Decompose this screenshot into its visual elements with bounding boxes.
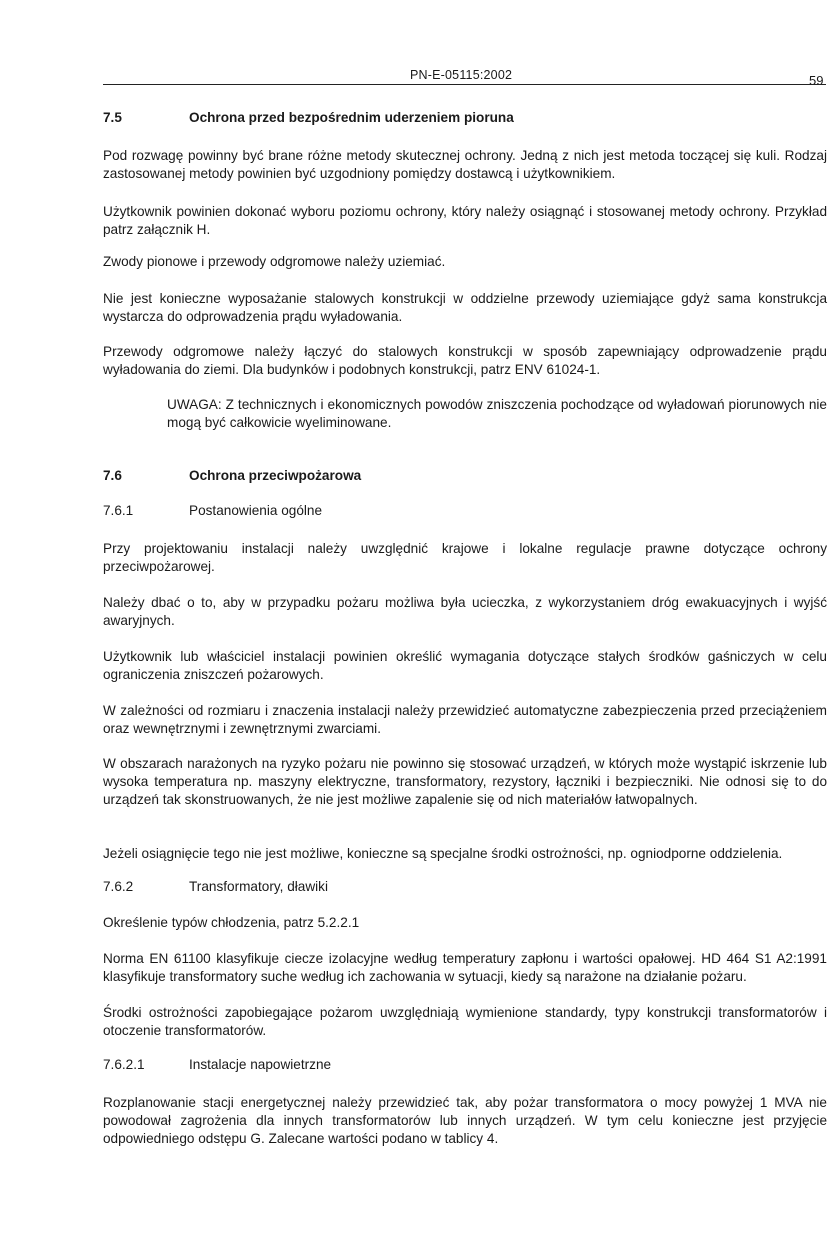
page-number: 59 (809, 73, 824, 88)
standard-code: PN-E-05115:2002 (410, 68, 513, 82)
paragraph: Określenie typów chłodzenia, patrz 5.2.2.1 (103, 915, 360, 930)
paragraph: Norma EN 61100 klasyfikuje ciecze izolacyjne według temperatury zapłonu i wartości opałowej. HD 464 S1 A2:1991 klasyfikuje transformatory suche według ich zachowania w sytuacji, kiedy są narażone na działanie pożaru. (103, 951, 827, 984)
paragraph: Przy projektowaniu instalacji należy uwzględnić krajowe i lokalne regulacje prawne dotyczące ochrony przeciwpożarowej. (103, 541, 827, 574)
section-7-6-2-1-number: 7.6.2.1 (103, 1057, 145, 1072)
paragraph: Zwody pionowe i przewody odgromowe należy uziemiać. (103, 254, 446, 269)
section-7-6-1-number: 7.6.1 (103, 503, 134, 518)
section-7-6-1-title: Postanowienia ogólne (189, 503, 323, 518)
paragraph: Użytkownik powinien dokonać wyboru poziomu ochrony, który należy osiągnąć i stosowanej metody ochrony. Przykład patrz załącznik H. (103, 204, 827, 237)
paragraph: Użytkownik lub właściciel instalacji powinien określić wymagania dotyczące stałych środków gaśniczych w celu ograniczenia zniszczeń pożarowych. (103, 649, 827, 682)
paragraph: W zależności od rozmiaru i znaczenia instalacji należy przewidzieć automatyczne zabezpieczenia przed przeciążeniem oraz wewnętrznymi i zewnętrznymi zwarciami. (103, 703, 827, 736)
paragraph: Nie jest konieczne wyposażanie stalowych konstrukcji w oddzielne przewody uziemiające gdyż sama konstrukcja wystarcza do odprowadzenia prądu wyładowania. (103, 291, 827, 324)
section-7-6-number: 7.6 (103, 468, 122, 483)
paragraph: W obszarach narażonych na ryzyko pożaru nie powinno się stosować urządzeń, w których może wystąpić iskrzenie lub wysoka temperatura np. maszyny elektryczne, transformatory, rezystory, łączniki i bezpieczniki. Nie odnosi się to do urządzeń tak skonstruowanych, że nie jest możliwe zapalenie się od nich materiałów łatwopalnych. (103, 756, 827, 807)
paragraph: Jeżeli osiągnięcie tego nie jest możliwe, konieczne są specjalne środki ostrożności, np. ogniodporne oddzielenia. (103, 846, 783, 861)
section-7-6-2-1-title: Instalacje napowietrzne (189, 1057, 332, 1072)
paragraph: Rozplanowanie stacji energetycznej należy przewidzieć tak, aby pożar transformatora o mocy powyżej 1 MVA nie powodował zagrożenia dla innych transformatorów lub innych urządzeń. W tym celu konieczne jest przyjęcie odpowiedniego odstępu G. Zalecane wartości podano w tablicy 4. (103, 1095, 827, 1146)
header-rule (103, 84, 826, 85)
section-7-5-title: Ochrona przed bezpośrednim uderzeniem pioruna (189, 110, 514, 125)
section-7-6-2-number: 7.6.2 (103, 879, 134, 894)
paragraph: Środki ostrożności zapobiegające pożarom uwzględniają wymienione standardy, typy konstrukcji transformatorów i otoczenie transformatorów. (103, 1005, 827, 1038)
paragraph: Pod rozwagę powinny być brane różne metody skutecznej ochrony. Jedną z nich jest metoda toczącej się kuli. Rodzaj zastosowanej metody powinien być uzgodniony pomiędzy dostawcą i użytkownikiem. (103, 148, 827, 181)
paragraph: Przewody odgromowe należy łączyć do stalowych konstrukcji w sposób zapewniający odprowadzenie prądu wyładowania do ziemi. Dla budynków i podobnych konstrukcji, patrz ENV 61024-1. (103, 344, 827, 377)
note-text: UWAGA: Z technicznych i ekonomicznych powodów zniszczenia pochodzące od wyładowań piorunowych nie mogą być całkowicie wyeliminowane. (167, 397, 827, 430)
section-7-6-2-title: Transformatory, dławiki (189, 879, 328, 894)
section-7-5-number: 7.5 (103, 110, 122, 125)
paragraph: Należy dbać o to, aby w przypadku pożaru możliwa była ucieczka, z wykorzystaniem dróg ewakuacyjnych i wyjść awaryjnych. (103, 595, 827, 628)
section-7-6-title: Ochrona przeciwpożarowa (189, 468, 362, 483)
